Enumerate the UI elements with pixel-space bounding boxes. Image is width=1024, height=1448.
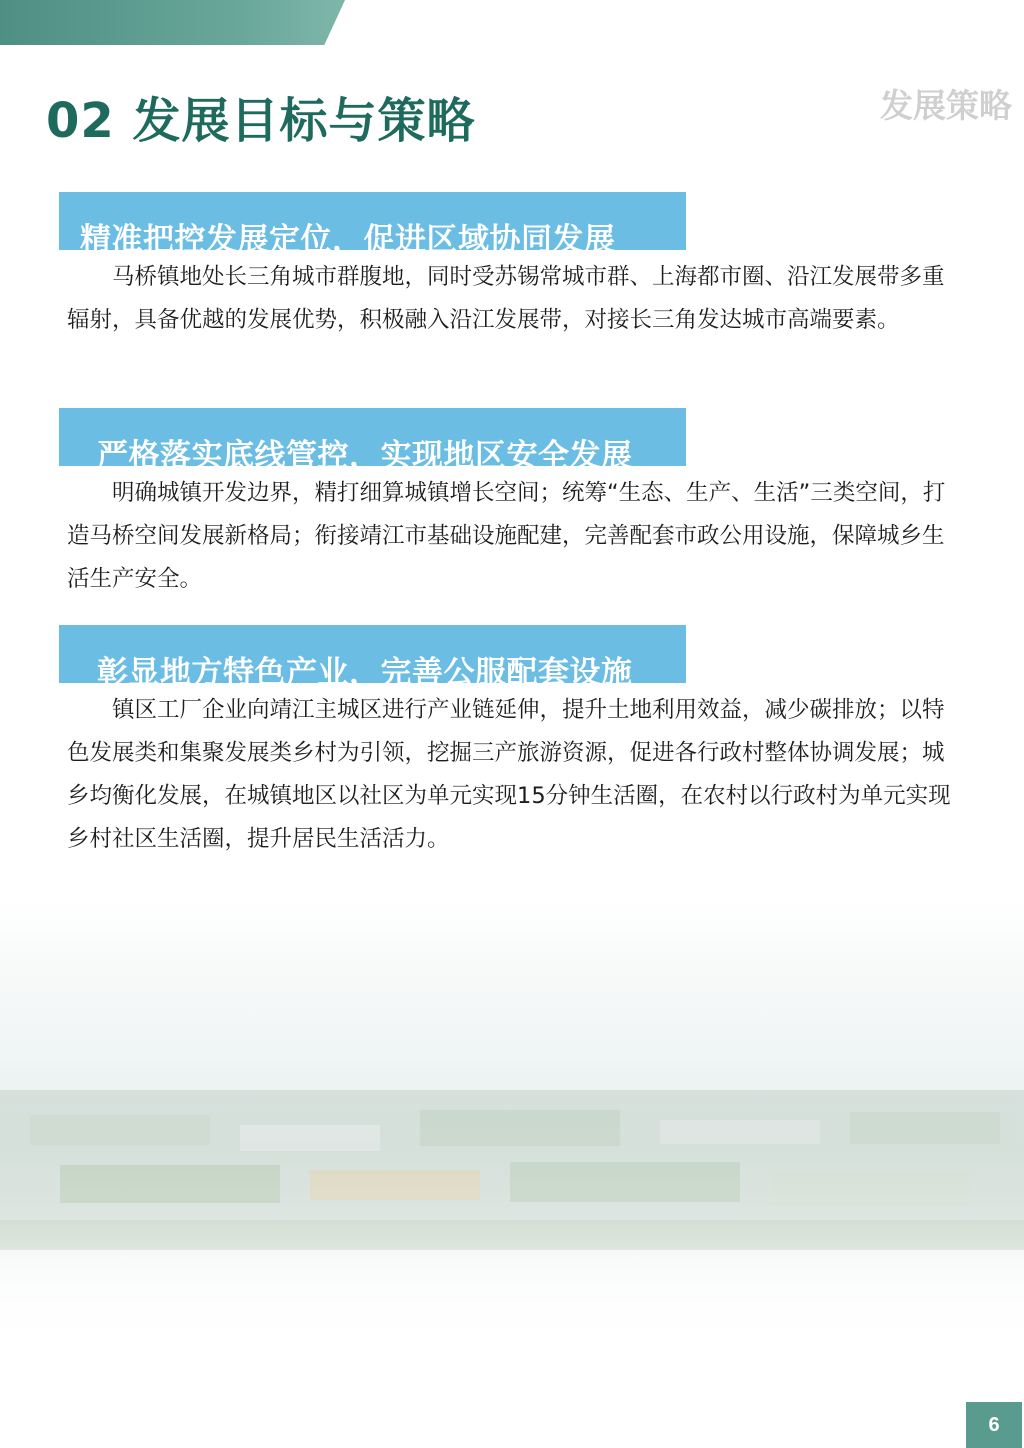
page-number: 6 — [988, 1413, 1000, 1436]
aerial-landscape-image — [0, 900, 1024, 1350]
section-heading: 精准把控发展定位，促进区域协同发展 — [80, 222, 616, 258]
top-decorative-band — [0, 0, 345, 45]
page-number-box — [966, 1402, 1022, 1448]
page-title: 02 发展目标与策略 — [46, 93, 476, 149]
section-body: 明确城镇开发边界，精打细算城镇增长空间；统筹“生态、生产、生活”三类空间，打造马桥空间发展新格局；衔接靖江市基础设施配建，完善配套市政公用设施，保障城乡生活生产安全。 — [67, 480, 946, 592]
section-body: 马桥镇地处长三角城市群腹地，同时受苏锡常城市群、上海都市圈、沿江发展带多重辐射，具备优越的发展优势，积极融入沿江发展带，对接长三角发达城市高端要素。 — [67, 264, 945, 333]
section-heading: 严格落实底线管控，实现地区安全发展 — [97, 438, 633, 474]
section-tag: 发展策略 — [880, 86, 1012, 125]
section-body: 镇区工厂企业向靖江主城区进行产业链延伸，提升土地利用效益，减少碳排放；以特色发展类和集聚发展类乡村为引领，挖掘三产旅游资源，促进各行政村整体协调发展；城乡均衡化发展，在城镇地区以社区为单元实现15分钟生活圈，在农村以行政村为单元实现乡村社区生活圈，提升居民生活活力。 — [67, 697, 951, 852]
section-heading: 彰显地方特色产业，完善公服配套设施 — [97, 655, 633, 691]
